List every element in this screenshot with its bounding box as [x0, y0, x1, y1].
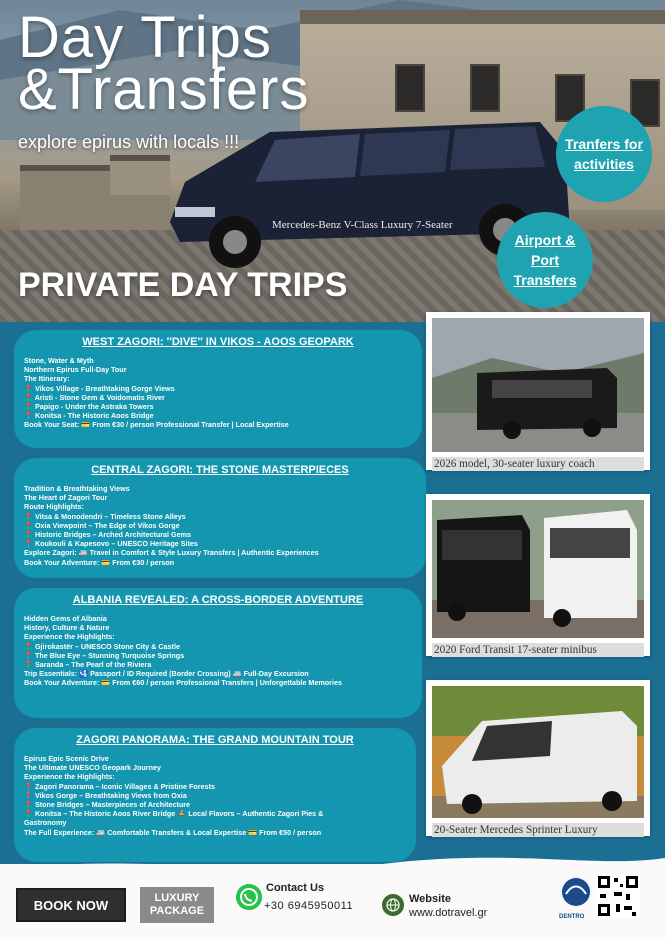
luxury-package-button[interactable]: LUXURY PACKAGE	[140, 887, 214, 923]
trip-line: Trip Essentials: 🛂 Passport / ID Required (Border Crossing) 🚐 Full-Day Excursion	[24, 669, 309, 679]
photo-caption: 2020 Ford Transit 17-seater minibus	[432, 643, 644, 657]
sprinter-image	[432, 686, 644, 818]
section-title: PRIVATE DAY TRIPS	[18, 266, 348, 304]
trip-line: Gastronomy	[24, 818, 67, 828]
trip-line: Epirus Epic Scenic Drive	[24, 754, 109, 763]
trip-line: 📍 Stone Bridges – Masterpieces of Architecture	[24, 800, 191, 810]
trip-line: 📍 Vikos Village - Breathtaking Gorge Views	[24, 383, 175, 393]
minibus-image	[432, 500, 644, 638]
trip-line: Book Your Adventure: 💳 From €60 / person Professional Transfers | Unforgettable Memories	[24, 678, 342, 688]
trip-line: 📍 Vitsa & Monodendri – Timeless Stone Alleys	[24, 511, 186, 521]
trip-title: WEST ZAGORI: ''DIVE'' IN VIKOS - AOOS GEOPARK	[82, 336, 354, 348]
whatsapp-icon[interactable]	[236, 884, 262, 910]
trip-title: ALBANIA REVEALED: A CROSS-BORDER ADVENTURE	[72, 594, 364, 606]
photo-coach	[426, 312, 650, 470]
trip-card-central-zagori[interactable]	[14, 458, 426, 578]
trip-line: History, Culture & Nature	[24, 623, 110, 633]
qr-code[interactable]	[596, 874, 640, 918]
trip-line: 📍 Historic Bridges – Arched Architectural Gems	[24, 530, 191, 540]
trip-line: 📍 Koukouli & Kapesovo – UNESCO Heritage Sites	[24, 539, 198, 549]
transfers-activities-badge[interactable]	[556, 106, 652, 202]
trip-line: 📍 Saranda – The Pearl of the Riviera	[24, 660, 152, 670]
trip-line: Route Highlights:	[24, 502, 84, 512]
globe-icon[interactable]	[382, 894, 404, 916]
trip-line: The Ultimate UNESCO Geopark Journey	[24, 763, 161, 773]
trip-line: 📍 Aristi - Stone Gem & Voidomatis River	[24, 392, 165, 402]
trip-line: 📍 Vikos Gorge – Breathtaking Views from Oxia	[24, 790, 187, 800]
trip-title: ZAGORI PANORAMA: THE GRAND MOUNTAIN TOUR	[76, 734, 354, 746]
logo-text: DENTRO	[559, 914, 585, 920]
photo-sprinter	[426, 680, 650, 836]
trip-line: The Itinerary:	[24, 374, 70, 384]
book-now-button[interactable]: BOOK NOW	[16, 888, 126, 922]
trip-line: 📍 Oxia Viewpoint – The Edge of Vikos Gorge	[24, 520, 180, 530]
trip-line: 📍 Gjirokastër – UNESCO Stone City & Castle	[24, 641, 180, 651]
contact-phone[interactable]: +30 6945950011	[264, 900, 354, 912]
photo-minibus	[426, 494, 650, 656]
hero-subtitle: explore epirus with locals !!!	[18, 132, 240, 152]
website-link[interactable]: www.dotravel.gr	[409, 907, 488, 919]
trip-line: 📍 Zagori Panorama – Iconic Villages & Pristine Forests	[24, 781, 215, 791]
coach-image	[432, 318, 644, 452]
trip-line: Northern Epirus Full-Day Tour	[24, 365, 127, 375]
van-caption: Mercedes-Benz V-Class Luxury 7-Seater	[272, 219, 453, 231]
trip-line: Explore Zagori: 🚐 Travel in Comfort & Style Luxury Transfers | Authentic Experiences	[24, 548, 319, 558]
trip-line: Stone, Water & Myth	[24, 356, 94, 365]
trip-line: Book Your Seat: 💳 From €30 / person Professional Transfer | Local Expertise	[24, 420, 289, 430]
trip-line: 📍 Konitsa – The Historic Aoos River Bridge 🍲 Local Flavors – Authentic Zagori Pies &	[24, 809, 324, 819]
trip-line: The Heart of Zagori Tour	[24, 493, 108, 503]
badge-label: Tranfers for activities	[565, 136, 643, 172]
hero-title-line2: &Transfers	[18, 57, 310, 122]
trip-line: Experience the Highlights:	[24, 772, 115, 782]
trip-card-albania[interactable]	[14, 588, 422, 718]
hero-banner	[0, 0, 665, 322]
trip-line: 📍 Konitsa - The Historic Aoos Bridge	[24, 411, 154, 421]
trip-line: 📍 The Blue Eye – Stunning Turquoise Springs	[24, 650, 185, 660]
trip-line: Experience the Highlights:	[24, 632, 115, 642]
photo-caption: 20-Seater Mercedes Sprinter Luxury	[432, 823, 644, 837]
airport-port-badge[interactable]	[497, 212, 593, 308]
trip-line: Book Your Adventure: 💳 From €30 / person	[24, 557, 175, 567]
hero-title-line1: Day Trips	[18, 5, 272, 70]
trip-line: The Full Experience: 🚐 Comfortable Transfers & Local Expertise 💳 From €50 / person	[24, 827, 322, 837]
contact-label: Contact Us	[266, 882, 325, 894]
trip-card-west-zagori[interactable]	[14, 330, 422, 448]
badge-label: Airport & Port Transfers	[513, 232, 577, 288]
trip-card-zagori-panorama[interactable]	[14, 728, 416, 862]
trip-line: Hidden Gems of Albania	[24, 614, 107, 623]
trip-title: CENTRAL ZAGORI: THE STONE MASTERPIECES	[91, 464, 349, 476]
trip-line: 📍 Papigo - Under the Astraka Towers	[24, 402, 154, 412]
photo-caption: 2026 model, 30-seater luxury coach	[432, 457, 644, 471]
website-label: Website	[409, 893, 451, 905]
trip-line: Tradition & Breathtaking Views	[24, 484, 130, 493]
hero-title	[18, 5, 310, 122]
